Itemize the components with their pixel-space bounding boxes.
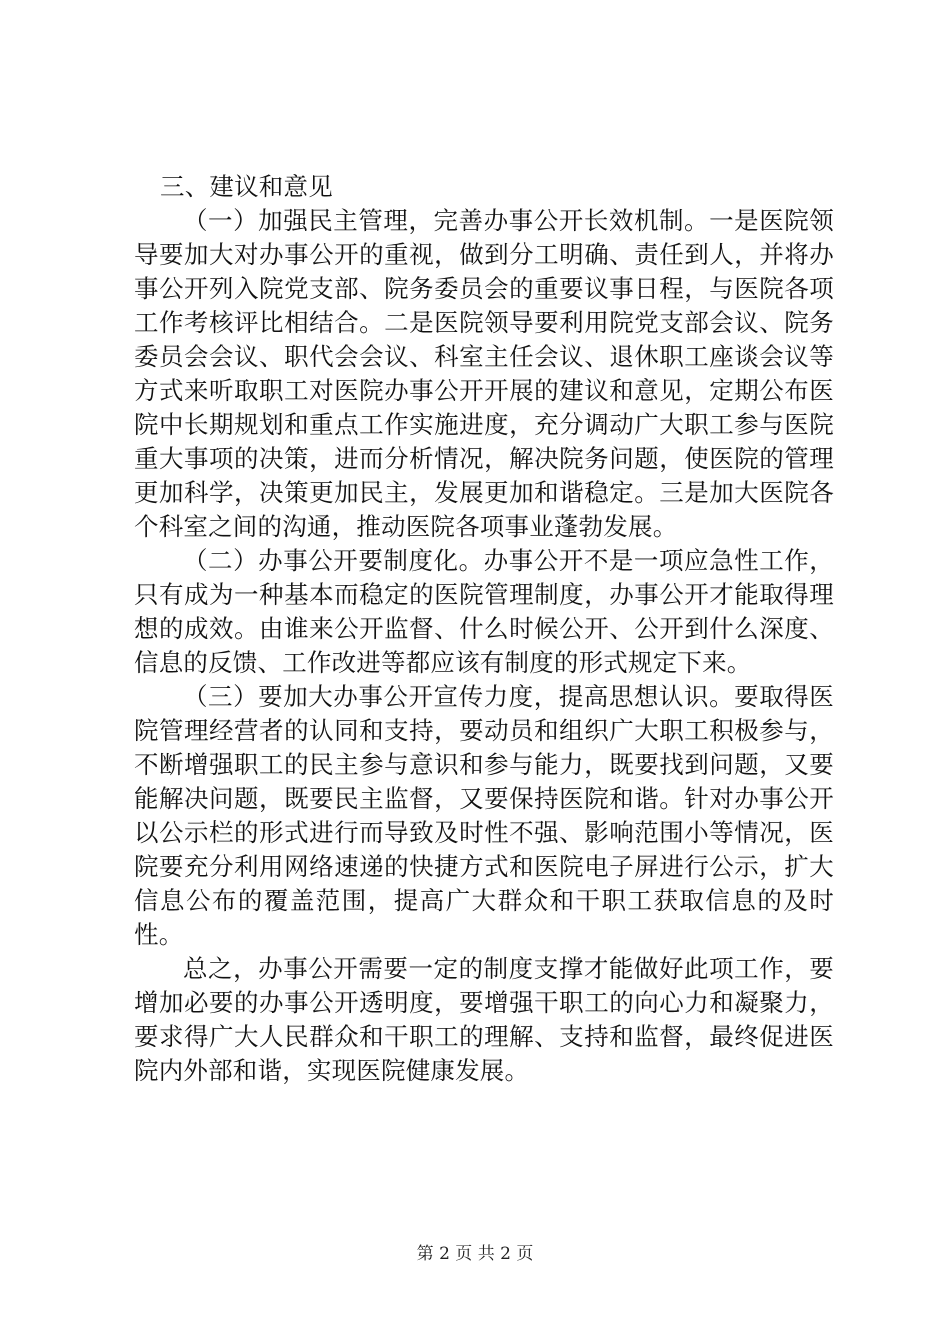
document-body — [134, 170, 834, 1088]
paragraph-conclusion: 总之，办事公开需要一定的制度支撑才能做好此项工作，要增加必要的办事公开透明度，要增强干职工的向心力和凝聚力，要求得广大人民群众和干职工的理解、支持和监督，最终促进医院内外部和谐，实现医院健康发展。 — [134, 954, 834, 1085]
paragraph-publicity-efforts: （三）要加大办事公开宣传力度，提高思想认识。要取得医院管理经营者的认同和支持，要动员和组织广大职工积极参与，不断增强职工的民主参与意识和参与能力，既要找到问题，又要能解决问题，既要民主监督，又要保持医院和谐。针对办事公开以公示栏的形式进行而导致及时性不强、影响范围小等情况，医院要充分利用网络速递的快捷方式和医院电子屏进行公示，扩大信息公布的覆盖范围，提高广大群众和干职工获取信息的及时性。 — [134, 682, 834, 949]
paragraph-institutionalize-disclosure: （二）办事公开要制度化。办事公开不是一项应急性工作，只有成为一种基本而稳定的医院管理制度，办事公开才能取得理想的成效。由谁来公开监督、什么时候公开、公开到什么深度、信息的反馈、工作改进等都应该有制度的形式规定下来。 — [134, 546, 834, 677]
page-number-footer: 第 2 页 共 2 页 — [416, 1244, 534, 1264]
paragraph-strengthen-democratic-management: （一）加强民主管理，完善办事公开长效机制。一是医院领导要加大对办事公开的重视，做到分工明确、责任到人，并将办事公开列入院党支部、院务委员会的重要议事日程，与医院各项工作考核评比相结合。二是医院领导要利用院党支部会议、院务委员会会议、职代会会议、科室主任会议、退休职工座谈会议等方式来听取职工对医院办事公开开展的建议和意见，定期公布医院中长期规划和重点工作实施进度，充分调动广大职工参与医院重大事项的决策，进而分析情况，解决院务问题，使医院的管理更加科学，决策更加民主，发展更加和谐稳定。三是加大医院各个科室之间的沟通，推动医院各项事业蓬勃发展。 — [134, 206, 834, 541]
section-title: 三、建议和意见 — [160, 172, 333, 201]
